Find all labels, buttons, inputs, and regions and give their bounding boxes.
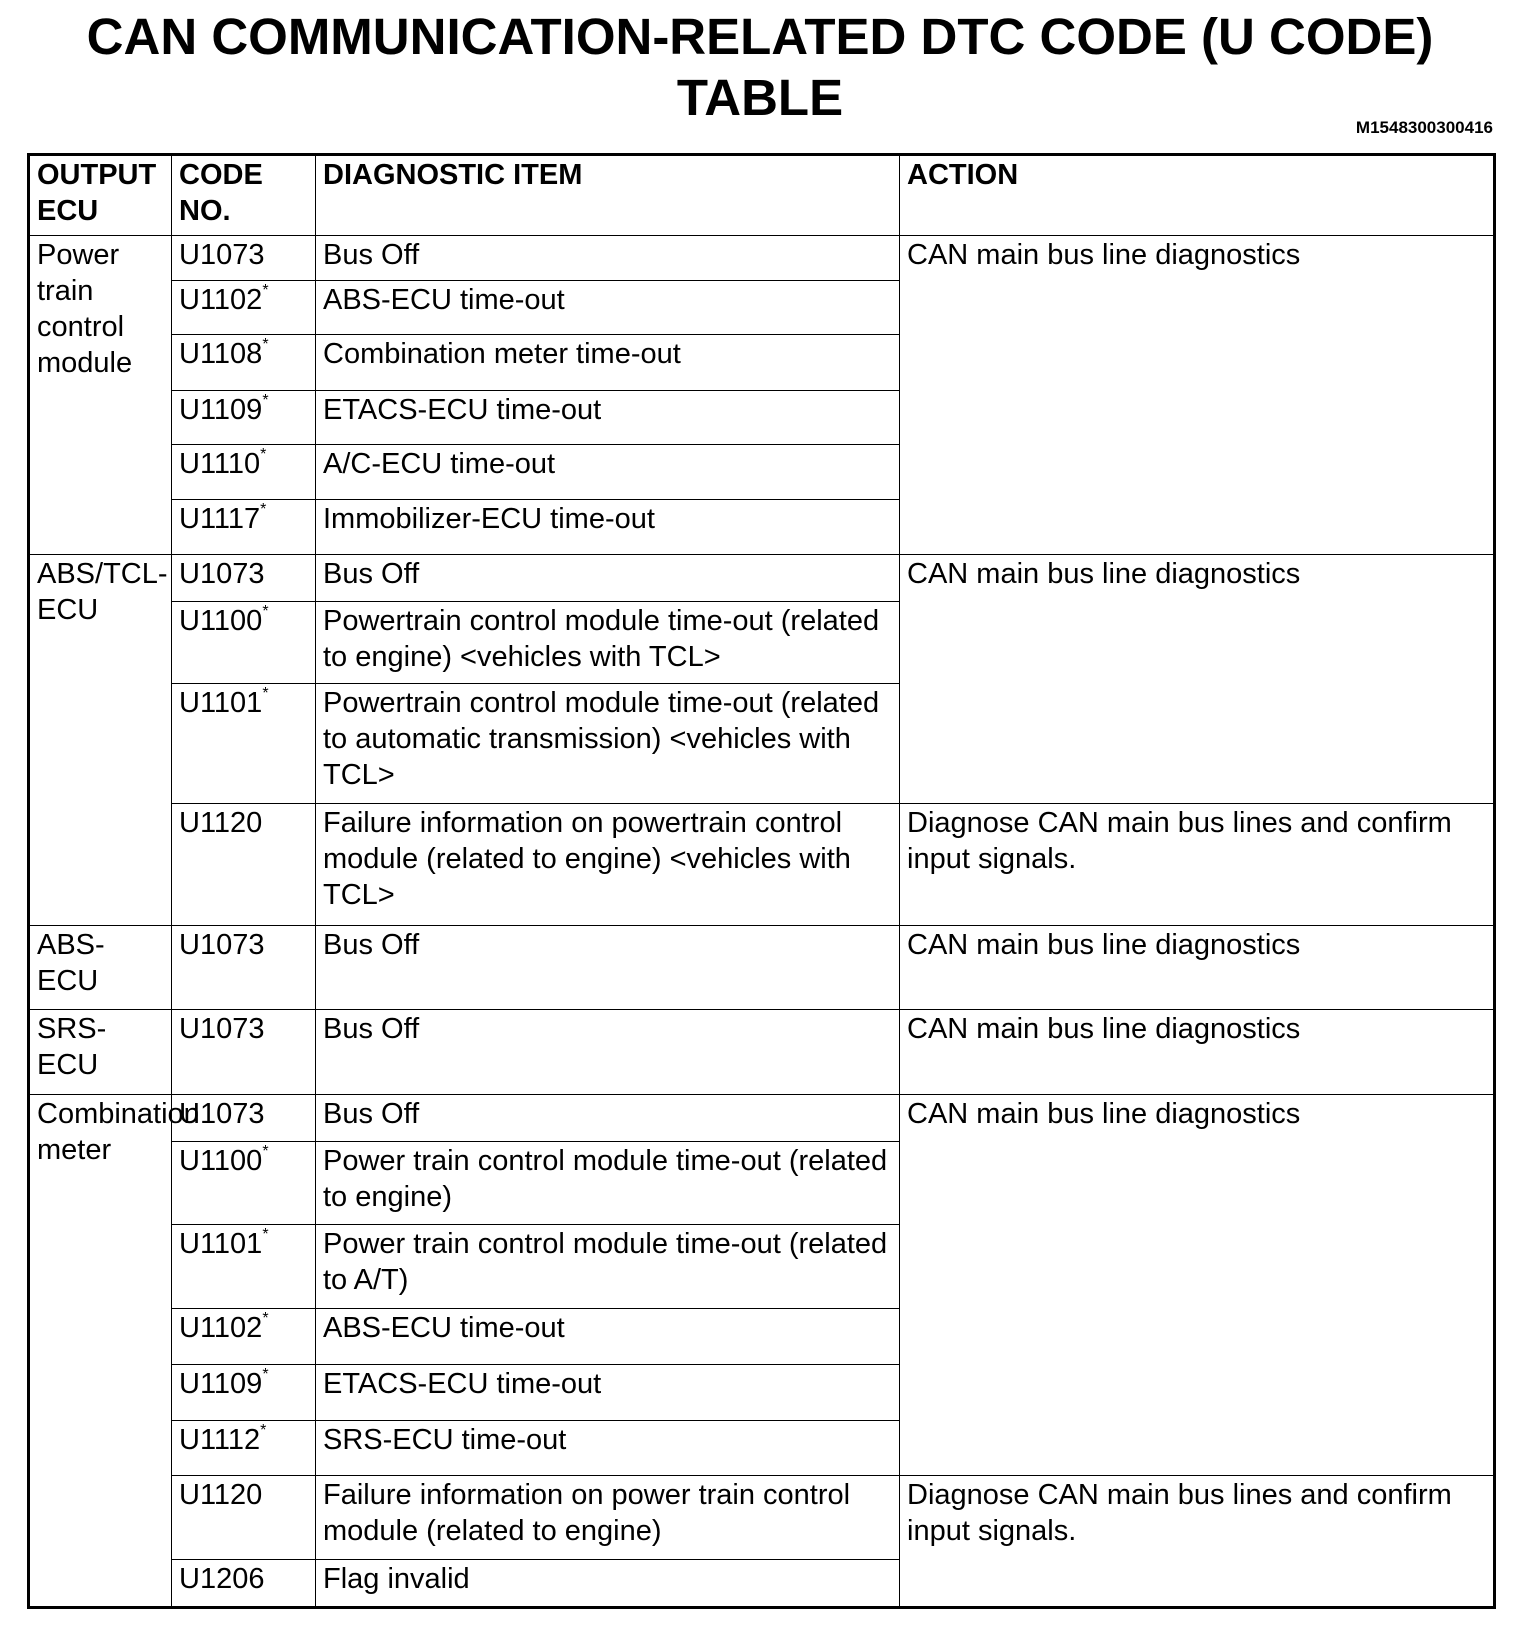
code-asterisk: * — [262, 282, 269, 300]
code-value: U1100 — [179, 604, 263, 637]
code-cell — [172, 1141, 316, 1225]
code-cell — [172, 444, 316, 499]
code-asterisk: * — [262, 602, 269, 620]
header-output-ecu: OUTPUT ECU — [29, 155, 172, 236]
code-cell — [172, 804, 316, 925]
diagnostic-item-cell: A/C-ECU time-out — [316, 444, 900, 499]
action-cell: Diagnose CAN main bus lines and confirm input signals. — [900, 804, 1495, 925]
table-row — [29, 554, 1495, 601]
code-cell — [172, 601, 316, 684]
diagnostic-item-cell: Power train control module time-out (related to engine) — [316, 1141, 900, 1225]
code-cell — [172, 554, 316, 601]
code-cell — [172, 1225, 316, 1309]
code-cell — [172, 1309, 316, 1365]
code-value: U1073 — [179, 557, 265, 590]
code-cell — [172, 925, 316, 1010]
ecu-cell: ABS/TCL-ECU — [29, 554, 172, 925]
code-cell — [172, 1421, 316, 1476]
code-cell — [172, 1559, 316, 1607]
code-value: U1117 — [179, 502, 261, 535]
dtc-table — [27, 153, 1496, 1609]
code-asterisk: * — [262, 1142, 269, 1160]
ecu-cell: SRS-ECU — [29, 1010, 172, 1095]
ecu-cell: ABS-ECU — [29, 925, 172, 1010]
code-asterisk: * — [260, 445, 267, 463]
code-value: U1100 — [179, 1144, 263, 1177]
code-value: U1110 — [179, 447, 261, 480]
ecu-cell: Power train control module — [29, 235, 172, 554]
code-value: U1073 — [179, 238, 265, 271]
action-cell: CAN main bus line diagnostics — [900, 554, 1495, 804]
diagnostic-item-cell: Combination meter time-out — [316, 335, 900, 390]
code-asterisk: * — [262, 336, 269, 354]
code-cell — [172, 335, 316, 390]
code-value: U1109 — [179, 393, 263, 426]
ecu-cell: Combination meter — [29, 1094, 172, 1607]
code-value: U1120 — [179, 807, 263, 840]
diagnostic-item-cell: Power train control module time-out (related to A/T) — [316, 1225, 900, 1309]
action-cell: CAN main bus line diagnostics — [900, 1094, 1495, 1475]
diagnostic-item-cell: Powertrain control module time-out (related to automatic transmission) <vehicles with TCL> — [316, 684, 900, 804]
header-diagnostic-item: DIAGNOSTIC ITEM — [316, 155, 900, 236]
title-line-2: TABLE — [676, 69, 844, 126]
code-value: U1112 — [179, 1424, 261, 1457]
code-cell — [172, 235, 316, 281]
diagnostic-item-cell: Bus Off — [316, 1010, 900, 1095]
diagnostic-item-cell: Bus Off — [316, 1094, 900, 1141]
code-asterisk: * — [260, 500, 267, 518]
code-value: U1101 — [179, 687, 263, 720]
code-asterisk: * — [262, 1226, 269, 1244]
code-value: U1073 — [179, 1013, 265, 1046]
title-line-1: CAN COMMUNICATION-RELATED DTC CODE (U CODE) — [86, 8, 1434, 65]
document-id: M1548300300416 — [1355, 118, 1493, 137]
code-asterisk: * — [262, 1366, 269, 1384]
code-value: U1109 — [179, 1368, 263, 1401]
action-cell: CAN main bus line diagnostics — [900, 235, 1495, 554]
code-cell — [172, 1010, 316, 1095]
table-row — [29, 1010, 1495, 1095]
action-cell: CAN main bus line diagnostics — [900, 925, 1495, 1010]
action-cell: CAN main bus line diagnostics — [900, 1010, 1495, 1095]
diagnostic-item-cell: Bus Off — [316, 554, 900, 601]
table-row — [29, 925, 1495, 1010]
diagnostic-item-cell: Flag invalid — [316, 1559, 900, 1607]
diagnostic-item-cell: ETACS-ECU time-out — [316, 1365, 900, 1421]
action-cell: Diagnose CAN main bus lines and confirm input signals. — [900, 1476, 1495, 1608]
table-row — [29, 1094, 1495, 1141]
code-value: U1073 — [179, 1097, 265, 1130]
code-value: U1108 — [179, 338, 263, 371]
table-row — [29, 235, 1495, 281]
code-cell — [172, 684, 316, 804]
diagnostic-item-cell: ETACS-ECU time-out — [316, 390, 900, 444]
code-cell — [172, 1476, 316, 1560]
diagnostic-item-cell: Powertrain control module time-out (related to engine) <vehicles with TCL> — [316, 601, 900, 684]
code-cell — [172, 1365, 316, 1421]
code-value: U1101 — [179, 1228, 263, 1261]
code-asterisk: * — [262, 391, 269, 409]
code-asterisk: * — [260, 1422, 267, 1440]
diagnostic-item-cell: Failure information on power train control module (related to engine) — [316, 1476, 900, 1560]
code-asterisk: * — [262, 1310, 269, 1328]
header-action: ACTION — [900, 155, 1495, 236]
header-row — [29, 155, 1495, 236]
diagnostic-item-cell: ABS-ECU time-out — [316, 281, 900, 335]
diagnostic-item-cell: Failure information on powertrain control module (related to engine) <vehicles with TCL> — [316, 804, 900, 925]
page-title — [0, 6, 1520, 128]
code-asterisk: * — [262, 685, 269, 703]
code-value: U1073 — [179, 928, 265, 961]
header-code-no: CODE NO. — [172, 155, 316, 236]
diagnostic-item-cell: Immobilizer-ECU time-out — [316, 499, 900, 554]
diagnostic-item-cell: SRS-ECU time-out — [316, 1421, 900, 1476]
code-value: U1120 — [179, 1479, 263, 1512]
table-row — [29, 804, 1495, 925]
diagnostic-item-cell: Bus Off — [316, 925, 900, 1010]
diagnostic-item-cell: Bus Off — [316, 235, 900, 281]
code-cell — [172, 1094, 316, 1141]
code-value: U1102 — [179, 284, 263, 317]
code-cell — [172, 281, 316, 335]
code-cell — [172, 499, 316, 554]
code-value: U1206 — [179, 1562, 265, 1595]
table-row — [29, 1476, 1495, 1560]
diagnostic-item-cell: ABS-ECU time-out — [316, 1309, 900, 1365]
code-cell — [172, 390, 316, 444]
code-value: U1102 — [179, 1312, 263, 1345]
